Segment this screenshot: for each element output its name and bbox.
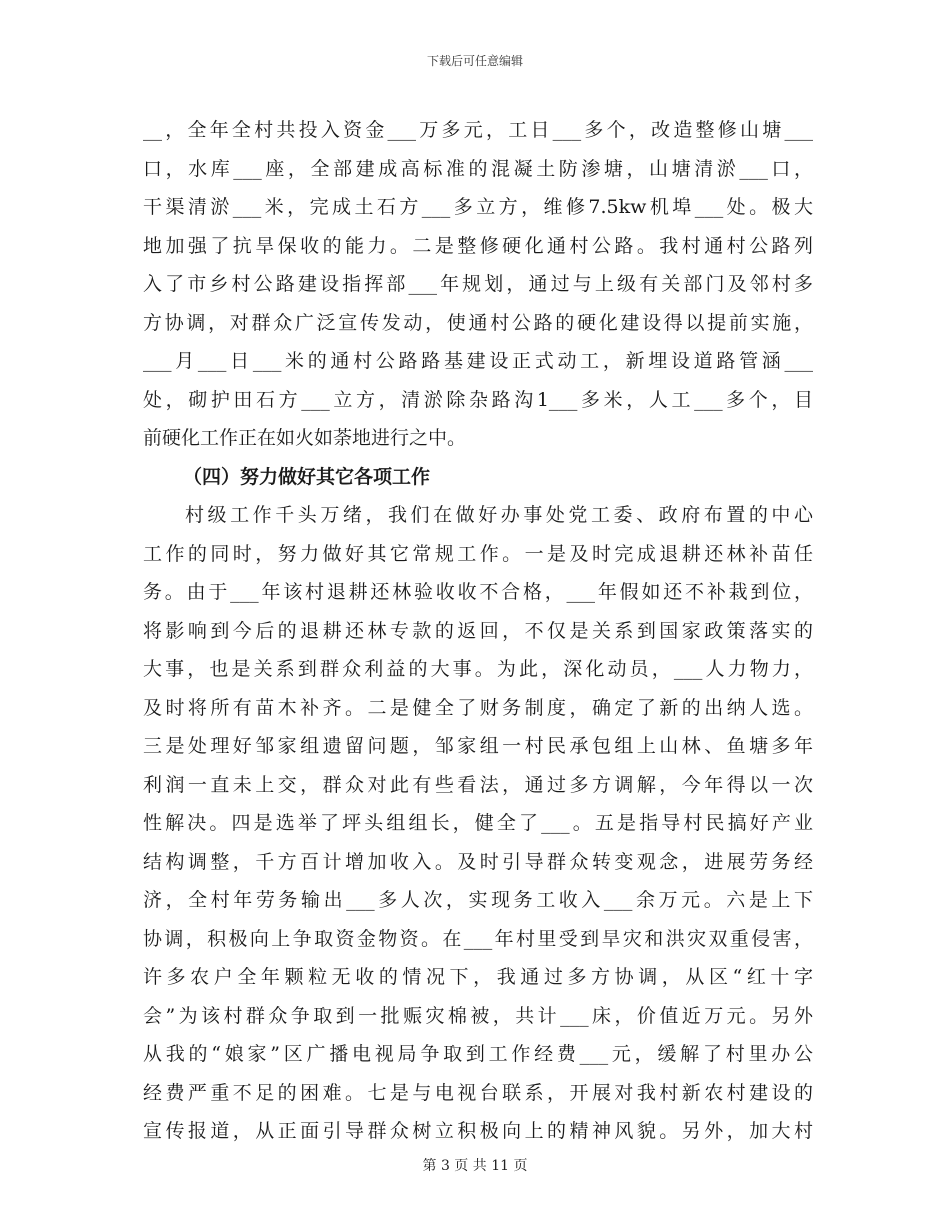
body-line: 干渠清淤___米，完成土石方___多立方，维修7.5kw机埠___处。极大 (143, 196, 813, 218)
body-line: 口，水库___座，全部建成高标准的混凝土防渗塘，山塘清淤___口， (143, 157, 813, 180)
body-line: 从我的“娘家”区广播电视局争取到工作经费___元，缓解了村里办公 (143, 1043, 813, 1065)
body-line: 方协调，对群众广泛宣传发动，使通村公路的硬化建设得以提前实施， (143, 311, 813, 334)
body-line: 前硬化工作正在如火如荼地进行之中。 (143, 427, 467, 449)
document-body (143, 111, 813, 1151)
body-line: 及时将所有苗木补齐。二是健全了财务制度，确定了新的出纳人选。 (143, 696, 813, 719)
body-line: 结构调整，千方百计增加收入。及时引导群众转变观念，进展劳务经 (143, 850, 813, 873)
body-line: 地加强了抗旱保收的能力。二是整修硬化通村公路。我村通村公路列 (143, 234, 813, 257)
page-number: 第 3 页 共 11 页 (422, 1158, 528, 1174)
body-line: __，全年全村共投入资金___万多元，工日___多个，改造整修山塘___ (143, 119, 813, 141)
body-line: 将影响到今后的退耕还林专款的返回，不仅是关系到国家政策落实的 (143, 619, 813, 642)
body-line: 许多农户全年颗粒无收的情况下，我通过多方协调，从区“红十字 (143, 966, 813, 988)
body-line: 入了市乡村公路建设指挥部___年规划，通过与上级有关部门及邻村多 (143, 273, 813, 295)
body-line: 经费严重不足的困难。七是与电视台联系，开展对我村新农村建设的 (143, 1081, 813, 1104)
body-line: 处，砌护田石方___立方，清淤除杂路沟1___多米，人工___多个，目 (143, 388, 813, 411)
body-line: ___月___日___米的通村公路路基建设正式动工，新埋设道路管涵___ (143, 350, 813, 372)
body-line: 工作的同时，努力做好其它常规工作。一是及时完成退耕还林补苗任 (143, 542, 813, 565)
body-line: 会”为该村群众争取到一批赈灾棉被，共计___床，价值近万元。另外 (143, 1004, 813, 1027)
body-line: 协调，积极向上争取资金物资。在___年村里受到旱灾和洪灾双重侵害， (143, 927, 813, 950)
body-line: 利润一直未上交，群众对此有些看法，通过多方调解，今年得以一次 (143, 773, 813, 796)
body-line: 务。由于___年该村退耕还林验收收不合格，___年假如还不补栽到位， (143, 581, 813, 603)
page-header: 下载后可任意编辑 (426, 54, 523, 68)
body-line: 济，全村年劳务输出___多人次，实现务工收入___余万元。六是上下 (143, 889, 813, 911)
body-line: 村级工作千头万绪，我们在做好办事处党工委、政府布置的中心 (185, 504, 813, 526)
body-line: 宣传报道，从正面引导群众树立积极向上的精神风貌。另外，加大村 (143, 1120, 813, 1142)
body-line: 性解决。四是选举了坪头组组长，健全了___。五是指导村民搞好产业 (143, 812, 813, 834)
body-line: 大事，也是关系到群众利益的大事。为此，深化动员，___人力物力， (143, 658, 813, 680)
body-line: 三是处理好邹家组遗留问题，邹家组一村民承包组上山林、鱼塘多年 (143, 735, 813, 757)
section-heading: （四）努力做好其它各项工作 (183, 465, 431, 488)
